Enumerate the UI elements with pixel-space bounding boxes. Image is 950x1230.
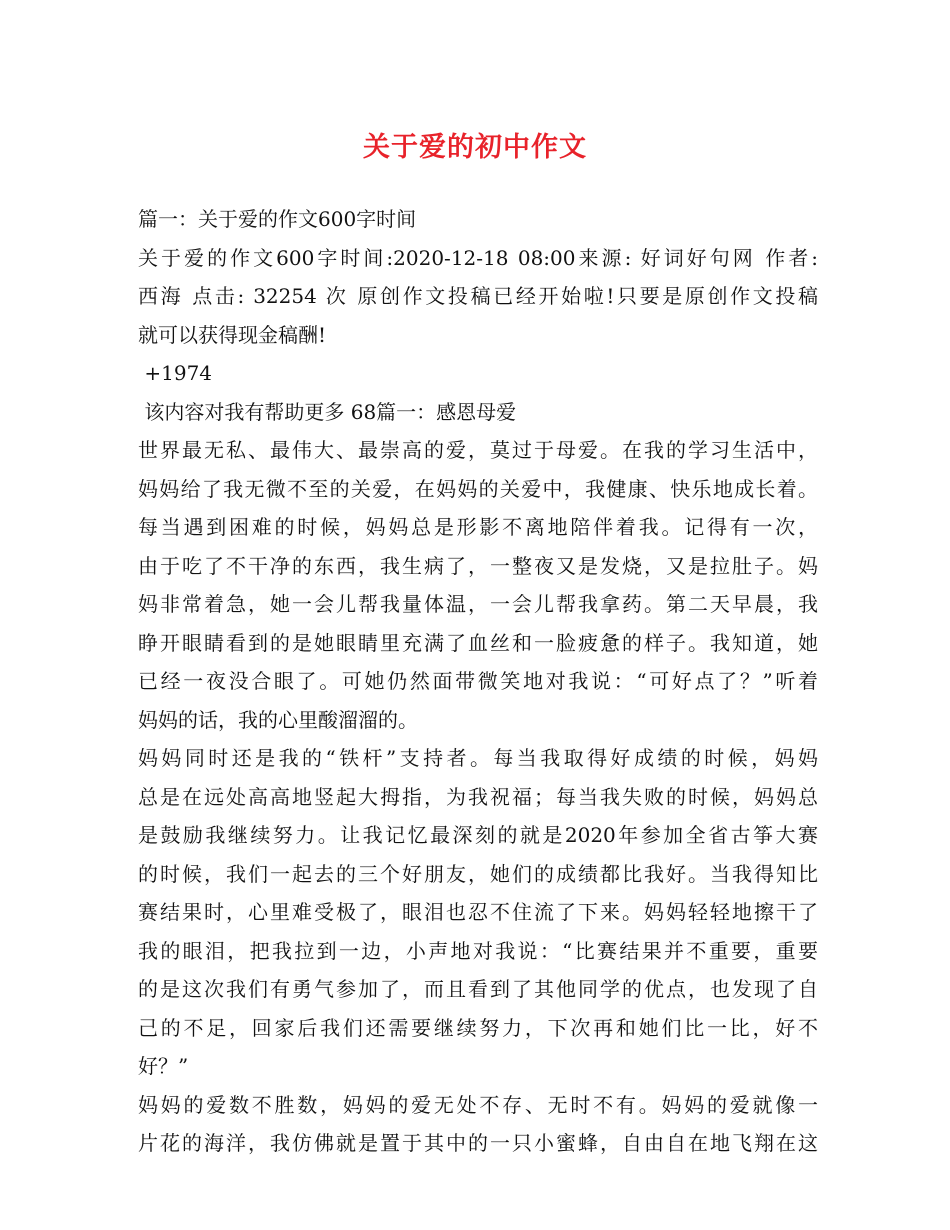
text-line: 片花的海洋，我仿佛就是置于其中的一只小蜜蜂，自由自在地飞翔在这	[138, 1131, 818, 1155]
document-title: 关于爱的初中作文	[363, 132, 587, 163]
text-line: 总是在远处高高地竖起大拇指，为我祝福；每当我失败的时候，妈妈总	[138, 784, 818, 809]
text-line: 妈妈的话，我的心里酸溜溜的。	[138, 707, 418, 732]
text-line: 妈非常着急，她一会儿帮我量体温，一会儿帮我拿药。第二天早晨，我	[138, 592, 818, 616]
text-line: 妈妈的爱数不胜数，妈妈的爱无处不存、无时不有。妈妈的爱就像一	[138, 1092, 818, 1117]
text-line: 关于爱的作文600字时间:2020-12-18 08:00来源: 好词好句网 作者:	[138, 245, 818, 270]
text-line: 是鼓励我继续努力。让我记忆最深刻的就是2020年参加全省古筝大赛	[138, 823, 818, 847]
text-line: 赛结果时，心里难受极了，眼泪也忍不住流了下来。妈妈轻轻地擦干了	[138, 900, 818, 924]
text-line: 己的不足，回家后我们还需要继续努力，下次再和她们比一比，好不	[138, 1015, 818, 1040]
text-line: 已经一夜没合眼了。可她仍然面带微笑地对我说：“可好点了？”听着	[138, 669, 818, 693]
text-line: 就可以获得现金稿酬!	[138, 322, 327, 347]
text-line: 世界最无私、最伟大、最崇高的爱，莫过于母爱。在我的学习生活中，	[138, 438, 818, 462]
text-line: +1974	[138, 361, 213, 385]
text-line: 好？”	[138, 1054, 189, 1078]
text-line: 每当遇到困难的时候，妈妈总是形影不离地陪伴着我。记得有一次，	[138, 515, 818, 539]
text-line: 妈妈给了我无微不至的关爱，在妈妈的关爱中，我健康、快乐地成长着。	[138, 476, 818, 501]
document-body	[138, 200, 818, 1163]
text-line: 妈妈同时还是我的“铁杆”支持者。每当我取得好成绩的时候，妈妈	[138, 746, 818, 770]
text-line: 的时候，我们一起去的三个好朋友，她们的成绩都比我好。当我得知比	[138, 861, 818, 886]
text-line: 的是这次我们有勇气参加了，而且看到了其他同学的优点，也发现了自	[138, 977, 818, 1001]
text-line: 该内容对我有帮助更多 68篇一：感恩母爱	[138, 399, 517, 424]
text-line: 睁开眼睛看到的是她眼睛里充满了血丝和一脸疲惫的样子。我知道，她	[138, 630, 818, 655]
text-line: 由于吃了不干净的东西，我生病了，一整夜又是发烧，又是拉肚子。妈	[138, 553, 818, 578]
text-line: 我的眼泪，把我拉到一边，小声地对我说：“比赛结果并不重要，重要	[138, 938, 818, 963]
text-line: 西海 点击: 32254 次 原创作文投稿已经开始啦!只要是原创作文投稿	[138, 284, 818, 308]
text-line: 篇一：关于爱的作文600字时间	[138, 207, 417, 231]
